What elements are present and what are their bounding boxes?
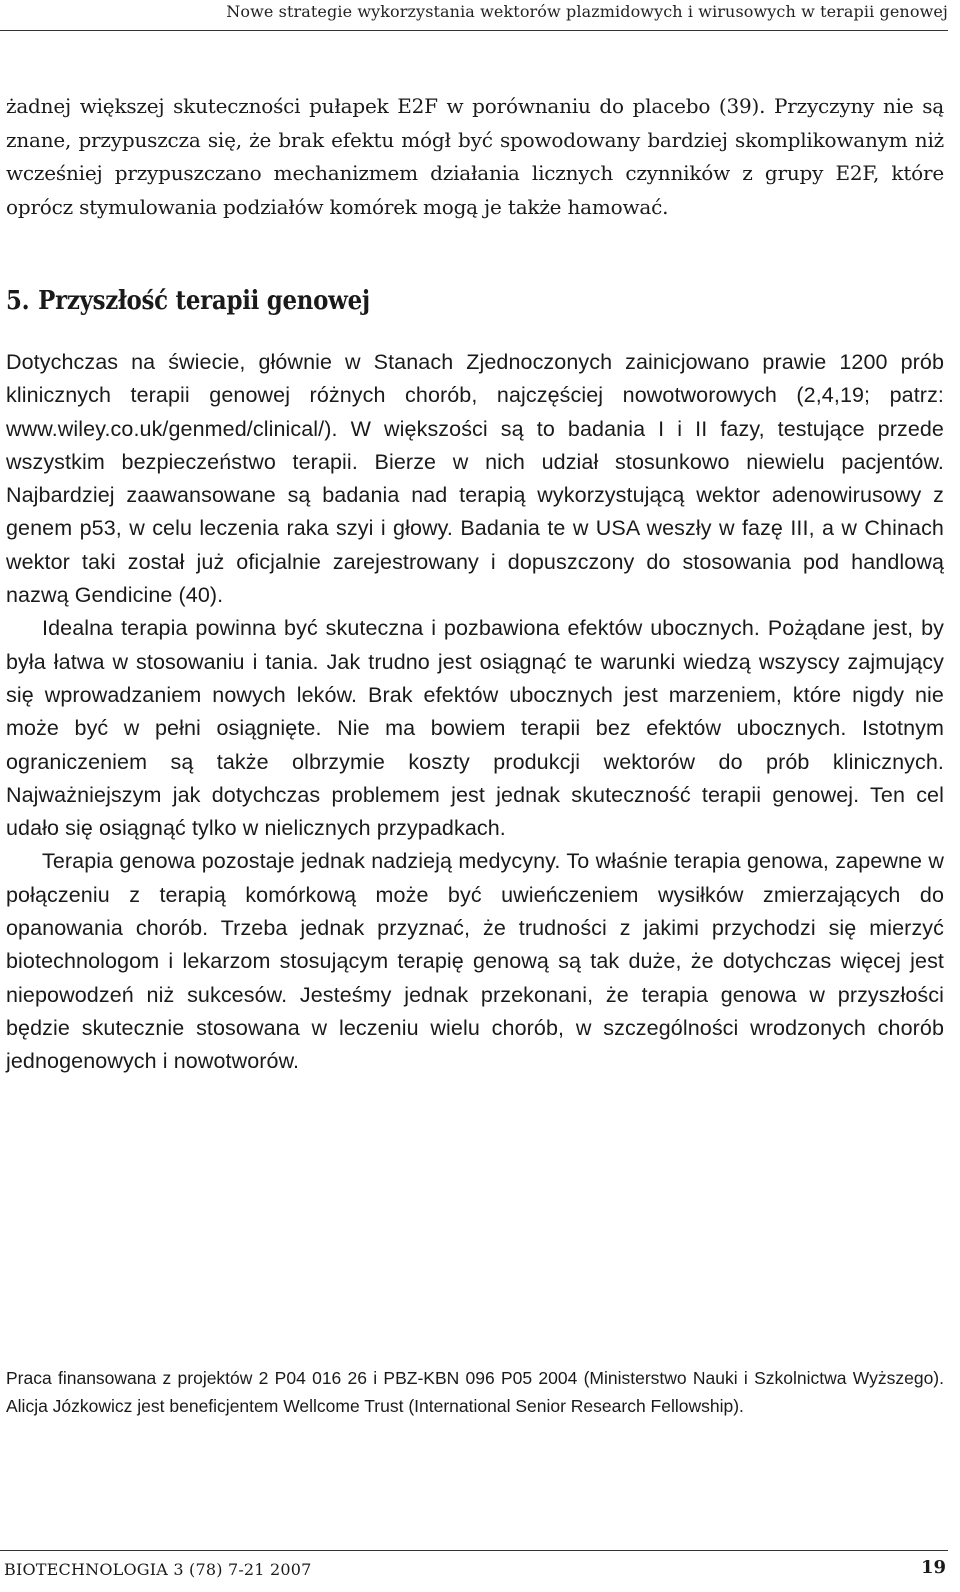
header-rule <box>0 30 948 31</box>
journal-citation: BIOTECHNOLOGIA 3 (78) 7-21 2007 <box>4 1560 312 1579</box>
page-number: 19 <box>920 1557 946 1578</box>
acknowledgement-note: Praca finansowana z projektów 2 P04 016 26 i PBZ-KBN 096 P05 2004 (Ministerstwo Nauki i Szkolnictwa Wyższego). Alicja Józkowicz jest beneficjentem Wellcome Trust (International Senior Research Fellowship). <box>6 1368 944 1416</box>
article-body <box>6 90 944 1079</box>
running-header: Nowe strategie wykorzystania wektorów plazmidowych i wirusowych w terapii genowej <box>226 2 948 21</box>
section-number: 5. <box>6 286 30 316</box>
body-paragraph-1: Dotychczas na świecie, głównie w Stanach Zjednoczonych zainicjowano prawie 1200 prób klinicznych terapii genowej różnych chorób, najczęściej nowotworowych (2,4,19; patrz: www.wiley.co.uk/genmed/clinical/). W większości są to badania I i II fazy, testujące przede wszystkim bezpieczeństwo terapii. Bierze w nich udział stosunkowo niewielu pacjentów. Najbardziej zaawansowane są badania nad terapią wykorzystującą wektor adenowirusowy z genem p53, w celu leczenia raka szyi i głowy. Badania te w USA weszły w fazę III, a w Chinach wektor taki został już oficjalnie zarejestrowany i dopuszczony do stosowania pod handlową nazwą Gendicine (40). <box>6 350 944 608</box>
intro-paragraph: żadnej większej skuteczności pułapek E2F w porównaniu do placebo (39). Przyczyny nie są znane, przypuszcza się, że brak efektu mógł być spowodowany bardziej skomplikowanym niż wcześniej przypuszczano mechanizmem działania licznych czynników z grupy E2F, które oprócz stymulowania podziałów komórek mogą je także hamować. <box>6 94 944 219</box>
body-paragraph-3: Terapia genowa pozostaje jednak nadzieją medycyny. To właśnie terapia genowa, zapewne w połączeniu z terapią komórkową może być uwieńczeniem wysiłków zmierzających do opanowania chorób. Trzeba jednak przyznać, że trudności z jakimi przychodzi się mierzyć biotechnologom i lekarzom stosującym terapię genową są tak duże, że dotychczas więcej jest niepowodzeń niż sukcesów. Jesteśmy jednak przekonani, że terapia genowa w przyszłości będzie skutecznie stosowana w leczeniu wielu chorób, w szczególności wrodzonych chorób jednogenowych i nowotworów. <box>6 849 944 1074</box>
section-heading <box>6 284 831 318</box>
section-title: Przyszłość terapii genowej <box>38 286 370 316</box>
body-paragraph-2: Idealna terapia powinna być skuteczna i pozbawiona efektów ubocznych. Pożądane jest, by była łatwa w stosowaniu i tania. Jak trudno jest osiągnąć te warunki wiedzą wszyscy zajmujący się wprowadzaniem nowych leków. Brak efektów ubocznych jest marzeniem, które nigdy nie może być w pełni osiągnięte. Nie ma bowiem terapii bez efektów ubocznych. Istotnym ograniczeniem są także olbrzymie koszty produkcji wektorów do prób klinicznych. Najważniejszym jak dotychczas problemem jest jednak skuteczność terapii genowej. Ten cel udało się osiągnąć tylko w nielicznych przypadkach. <box>6 616 944 841</box>
footer-rule <box>0 1550 948 1551</box>
